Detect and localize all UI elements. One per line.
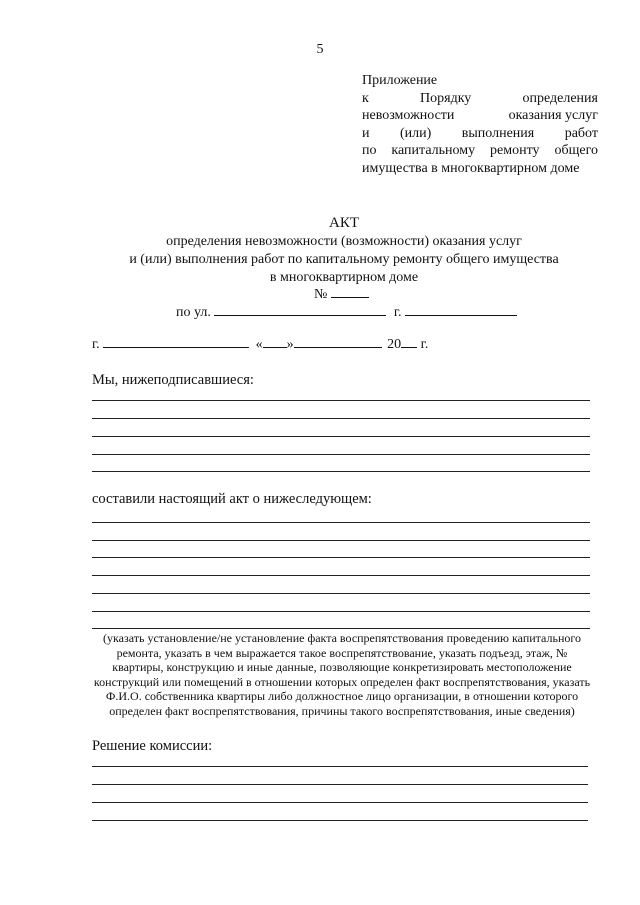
decision-line-4[interactable]: [92, 820, 588, 821]
act-subtitle: [0, 233, 640, 287]
act-title: АКТ: [329, 215, 359, 231]
date-quote-open: «: [255, 337, 263, 352]
appendix-line-1: Приложение: [362, 73, 438, 88]
act-number-field[interactable]: [331, 286, 369, 298]
undersigned-line-3[interactable]: [92, 436, 590, 437]
findings-line-7[interactable]: [92, 628, 590, 629]
appendix-line-6: имущества в многоквартирном доме: [362, 160, 580, 176]
page-number: 5: [316, 42, 324, 57]
undersigned-line-1[interactable]: [92, 400, 590, 401]
date-year-field[interactable]: [401, 336, 417, 348]
appendix-note: [362, 72, 598, 178]
act-number-label: №: [314, 287, 328, 302]
address-line: [176, 304, 517, 321]
findings-line-3[interactable]: [92, 557, 590, 558]
date-year-suffix: г.: [420, 337, 429, 352]
decision-label: Решение комиссии:: [92, 738, 213, 754]
act-subtitle-line-2: и (или) выполнения работ по капитальному ремонту общего имущества: [129, 252, 559, 267]
place-date-line: [92, 336, 428, 353]
place-city-prefix: г.: [92, 337, 100, 352]
decision-line-3[interactable]: [92, 802, 588, 803]
street-label: по ул.: [176, 305, 211, 320]
appendix-line-2: к Порядку определения: [362, 90, 598, 106]
appendix-line-5: по капитальному ремонту общего: [362, 143, 598, 159]
findings-line-4[interactable]: [92, 575, 590, 576]
undersigned-label: Мы, нижеподписавшиеся:: [92, 372, 254, 388]
date-month-field[interactable]: [294, 336, 382, 348]
undersigned-line-5[interactable]: [92, 471, 590, 472]
appendix-line-4: и (или) выполнения работ: [362, 125, 598, 141]
place-city-field[interactable]: [103, 336, 249, 348]
city-label: г.: [393, 305, 402, 320]
compiled-label: составили настоящий акт о нижеследующем:: [92, 491, 372, 507]
street-field[interactable]: [214, 304, 386, 316]
undersigned-line-4[interactable]: [92, 454, 590, 455]
date-year-prefix: 20: [387, 337, 402, 352]
findings-line-5[interactable]: [92, 593, 590, 594]
act-subtitle-line-3: в многоквартирном доме: [269, 270, 419, 285]
findings-line-1[interactable]: [92, 522, 590, 523]
date-quote-close: »: [286, 337, 294, 352]
act-subtitle-line-1: определения невозможности (возможности) оказания услуг: [166, 234, 522, 249]
instructions-hint: (указать установление/не установление факта воспрепятствования проведению капитального ремонта, указать в чем выражается такое воспрепятствование, указать подъезд, этаж, № квартиры, конструкцию и иные данные, позволяющие конкретизировать местоположение конструкций или помещений в отношении которых определен факт воспрепятствования, указать Ф.И.О. собственника квартиры либо должностное лицо организации, в отношении которого определен факт воспрепятствования, причины такого воспрепятствования, иные сведения): [93, 631, 591, 718]
undersigned-line-2[interactable]: [92, 418, 590, 419]
decision-line-2[interactable]: [92, 784, 588, 785]
appendix-line-3: невозможности оказания услуг: [362, 108, 598, 124]
findings-line-6[interactable]: [92, 611, 590, 612]
findings-line-2[interactable]: [92, 540, 590, 541]
decision-line-1[interactable]: [92, 766, 588, 767]
date-day-field[interactable]: [263, 336, 287, 348]
act-number-line: [314, 286, 369, 303]
city-field[interactable]: [405, 304, 517, 316]
